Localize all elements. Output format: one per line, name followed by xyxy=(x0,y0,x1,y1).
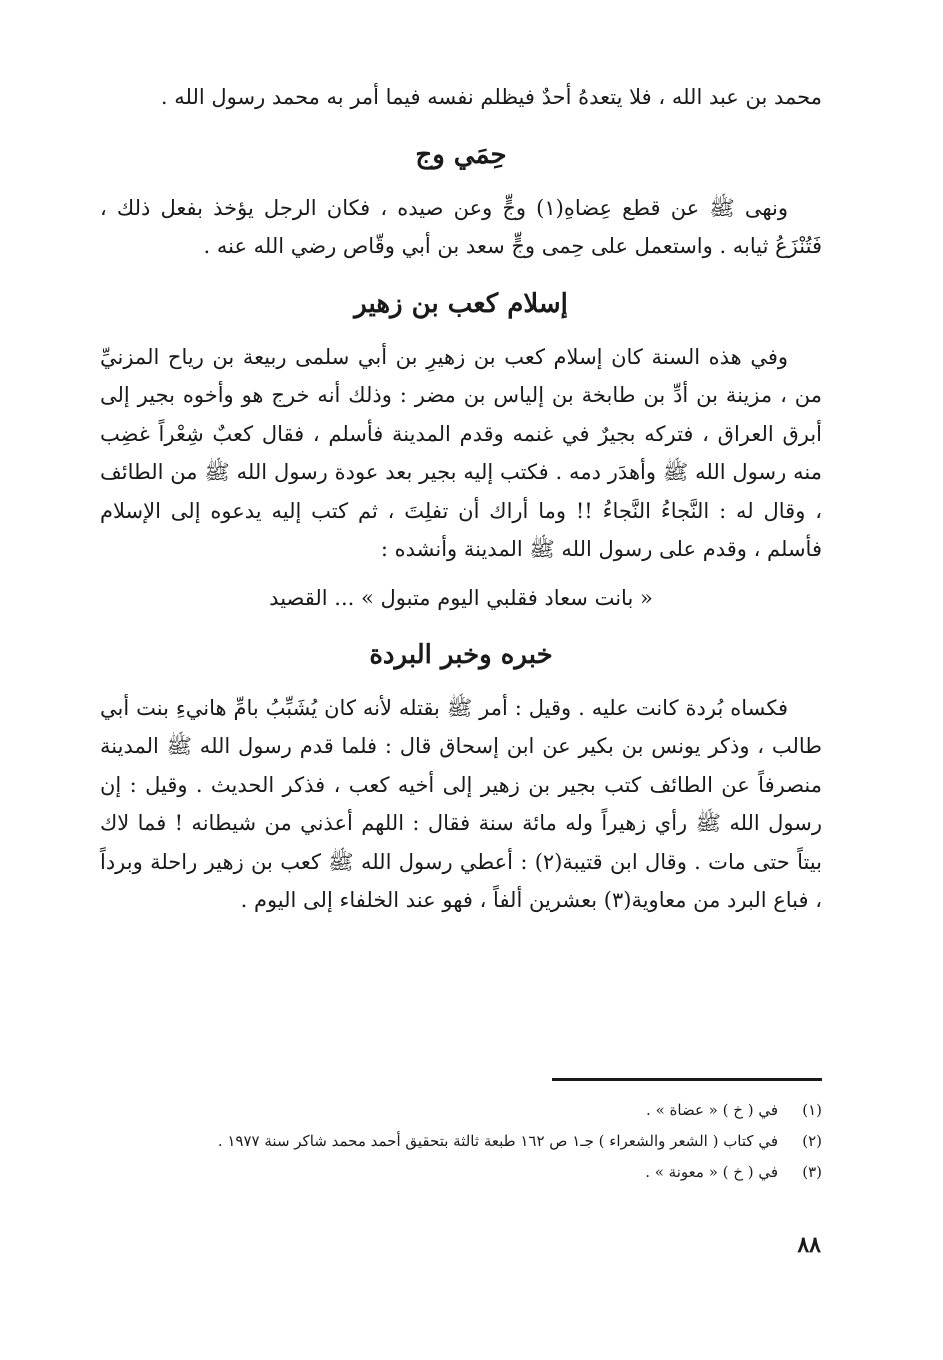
footnote-text: في كتاب ( الشعر والشعراء ) جـ١ ص ١٦٢ طبعة ثالثة بتحقيق أحمد محمد شاكر سنة ١٩٧٧ . xyxy=(217,1132,778,1150)
section-heading-burda: خبره وخبر البردة xyxy=(369,639,553,670)
footnote-divider xyxy=(552,1078,822,1081)
page-body xyxy=(100,78,822,920)
poem-verse: « بانت سعاد فقلبي اليوم متبول » ... القصيد xyxy=(269,585,653,610)
paragraph-hima-wajj: ونهى ﷺ عن قطع عِضاهِ(١) وجٍّ وعن صيده ، فكان الرجل يؤخذ بفعل ذلك ، فَتُنْزَعُ ثيابه . واستعمل على حِمى وجٍّ سعد بن أبي وقّاص رضي الله عنه . xyxy=(100,195,822,258)
section-heading-kaab-islam: إسلام كعب بن زهير xyxy=(354,288,568,319)
footnote-text: في ( خ ) « معونة » . xyxy=(645,1163,778,1181)
footnote-item xyxy=(100,1095,822,1126)
footnote-number: (٢) xyxy=(802,1132,822,1150)
page-number: ٨٨ xyxy=(797,1232,821,1258)
section-heading-hima-wajj: حِمَي وج xyxy=(415,139,507,170)
footnote-text: في ( خ ) « عضاة » . xyxy=(646,1101,778,1119)
paragraph-kaab-islam: وفي هذه السنة كان إسلام كعب بن زهيرِ بن أبي سلمى ربيعة بن رياح المزنيِّ من ، مزينة بن أدِّ بن طابخة بن إلياس بن مضر : وذلك أنه خرج هو وأخوه بجير إلى أبرق العراق ، فتركه بجيرٌ في غنمه وقدم المدينة فأسلم ، فقال كعبٌ شِعْراً غضِب منه رسول الله ﷺ وأهدَر دمه . فكتب إليه بجير بعد عودة رسول الله ﷺ من الطائف ، وقال له : النَّجاءُ النَّجاءُ !! وما أراك أن تفلِتَ ، ثم كتب إليه يدعوه إلى الإسلام فأسلم ، وقدم على رسول الله ﷺ المدينة وأنشده : xyxy=(100,344,822,561)
footnote-number: (٣) xyxy=(802,1163,822,1181)
footnote-item xyxy=(100,1157,822,1188)
paragraph-burda: فكساه بُردة كانت عليه . وقيل : أمر ﷺ بقتله لأنه كان يُشَبِّبُ بامِّ هانيءِ بنت أبي طالب ، وذكر يونس بن بكير عن ابن إسحاق قال : فلما قدم رسول الله ﷺ المدينة منصرفاً عن الطائف كتب بجير بن زهير إلى أخيه كعب ، فذكر الحديث . وقيل : إن رسول الله ﷺ رأي زهيراً وله مائة سنة فقال : اللهم أعذني من شيطانه ! فما لاك بيتاً حتى مات . وقال ابن قتيبة(٢) : أعطي رسول الله ﷺ كعب بن زهير راحلة وبرداً ، فباع البرد من معاوية(٣) بعشرين ألفاً ، فهو عند الخلفاء إلى اليوم . xyxy=(100,695,822,912)
footnote-item xyxy=(100,1126,822,1157)
footnotes xyxy=(100,1078,822,1188)
footnote-number: (١) xyxy=(802,1101,822,1119)
opening-paragraph: محمد بن عبد الله ، فلا يتعدهُ أحدٌ فيظلم نفسه فيما أمر به محمد رسول الله . xyxy=(160,85,822,109)
